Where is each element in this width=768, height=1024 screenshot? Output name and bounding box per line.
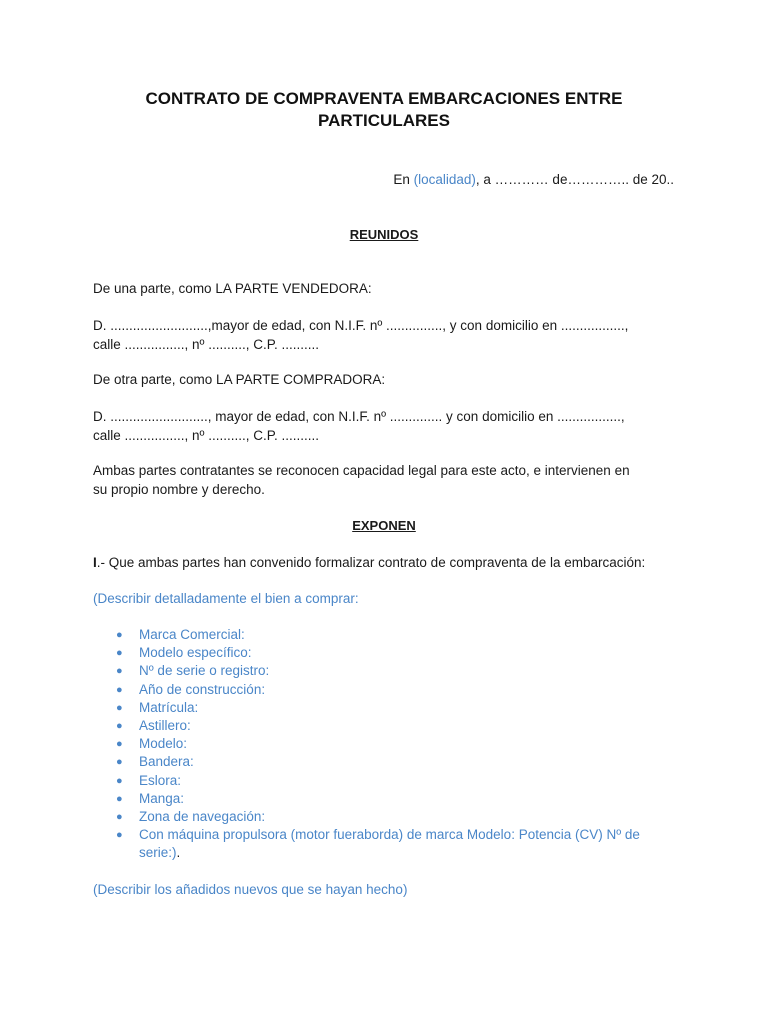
list-item	[93, 735, 675, 753]
dateline-place: (localidad)	[413, 172, 476, 187]
list-item	[93, 681, 675, 699]
boat-details-list	[93, 626, 675, 863]
list-item	[93, 808, 675, 826]
list-item	[93, 644, 675, 662]
list-item-label: Marca Comercial:	[139, 627, 245, 642]
list-item-label: Astillero:	[139, 718, 191, 734]
title-line-2: PARTICULARES	[318, 111, 450, 130]
list-item	[93, 626, 675, 644]
clause-one-number: I	[93, 555, 97, 570]
list-item-label: Eslora:	[139, 772, 182, 788]
bullet-icon: ●	[116, 774, 123, 787]
reunidos-heading: REUNIDOS	[349, 227, 419, 242]
list-item-label: Manga:	[139, 790, 185, 806]
seller-details-line-2: calle ................, nº .........., C.P. ..........	[93, 336, 319, 352]
dateline	[393, 171, 674, 189]
list-item	[93, 662, 675, 680]
capacity-line-1: Ambas partes contratantes se reconocen capacidad legal para este acto, e intervienen en	[93, 463, 630, 478]
list-item	[93, 826, 675, 862]
bullet-icon: ●	[116, 792, 123, 805]
clause-one	[93, 554, 675, 573]
additions-note: (Describir los añadidos nuevos que se hayan hecho)	[93, 882, 408, 897]
list-item-label: Nº de serie o registro:	[139, 663, 270, 679]
buyer-details-line-1: D. .........................., mayor de edad, con N.I.F. nº .............. y con domicilio en .................,	[93, 409, 625, 424]
bullet-icon: ●	[116, 701, 123, 714]
bullet-icon: ●	[116, 720, 123, 733]
buyer-details	[93, 408, 675, 445]
list-item-label: Zona de navegación:	[139, 809, 266, 825]
bullet-icon: ●	[116, 629, 123, 641]
document-title	[93, 88, 675, 132]
exponen-heading: EXPONEN	[352, 518, 416, 533]
clause-one-text: .- Que ambas partes han convenido formalizar contrato de compraventa de la embarcación:	[96, 555, 646, 570]
bullet-icon: ●	[116, 665, 123, 678]
seller-intro: De una parte, como LA PARTE VENDEDORA:	[93, 281, 372, 296]
capacity-statement	[93, 462, 675, 499]
describe-note: (Describir detalladamente el bien a comprar:	[93, 591, 359, 606]
list-item	[93, 772, 675, 790]
capacity-line-2: su propio nombre y derecho.	[93, 481, 265, 497]
dateline-rest: , a ………… de………….. de 20..	[475, 172, 674, 187]
list-item-period: .	[176, 845, 181, 861]
dateline-prefix: En	[393, 172, 414, 187]
buyer-details-line-2: calle ................, nº .........., C.P. ..........	[93, 427, 319, 443]
list-item-label-continued: serie:)	[139, 845, 177, 861]
list-item	[93, 790, 675, 808]
bullet-icon: ●	[116, 829, 123, 842]
bullet-icon: ●	[116, 683, 123, 696]
list-item-label: Bandera:	[139, 754, 194, 770]
seller-details-line-1: D. ..........................,mayor de edad, con N.I.F. nº ..............., y con domicilio en .................,	[93, 318, 629, 333]
list-item-label: Con máquina propulsora (motor fueraborda) de marca Modelo: Potencia (CV) Nº de	[139, 827, 640, 843]
bullet-icon: ●	[116, 756, 123, 769]
list-item	[93, 699, 675, 717]
bullet-icon: ●	[116, 738, 123, 751]
list-item	[93, 753, 675, 771]
bullet-icon: ●	[116, 647, 123, 660]
bullet-icon: ●	[116, 811, 123, 824]
list-item-label: Matrícula:	[139, 699, 199, 715]
list-item-label: Modelo específico:	[139, 645, 252, 661]
list-item	[93, 717, 675, 735]
list-item-label: Modelo:	[139, 736, 188, 752]
seller-details	[93, 317, 675, 354]
list-item-label: Año de construcción:	[139, 681, 266, 697]
buyer-intro: De otra parte, como LA PARTE COMPRADORA:	[93, 372, 386, 387]
title-line-1: CONTRATO DE COMPRAVENTA EMBARCACIONES ENTRE	[145, 89, 623, 108]
